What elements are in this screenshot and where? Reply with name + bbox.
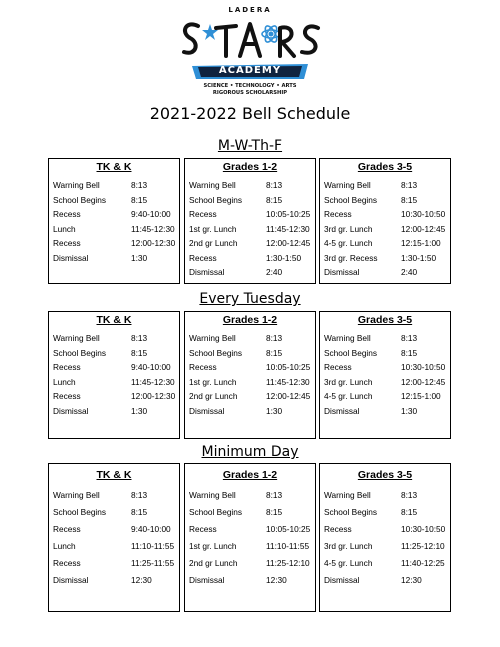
row-time: 2:40 [266,267,283,277]
row-time: 8:15 [131,507,148,517]
stars-wordmark-icon [176,12,324,68]
schedule-row [320,391,450,405]
schedule-row [185,558,315,572]
schedule-row [320,267,450,281]
schedule-row [49,333,179,347]
row-label: 1st gr. Lunch [189,541,237,551]
section-title-minimum-day: Minimum Day [201,444,299,460]
row-time: 1:30-1:50 [266,253,302,263]
row-time: 8:15 [131,195,148,205]
schedule-row [320,180,450,194]
schedule-row [320,362,450,376]
row-time: 11:25-12:10 [266,558,310,568]
schedule-row [320,507,450,521]
schedule-row [49,558,179,572]
row-time: 10:30-10:50 [401,362,446,372]
row-label: School Begins [324,507,378,517]
row-time: 8:13 [131,180,148,190]
row-label: Warning Bell [53,180,100,190]
row-label: Dismissal [324,575,360,585]
row-time: 12:00-12:30 [131,391,176,401]
row-time: 8:15 [401,348,418,358]
row-label: Lunch [53,224,76,234]
row-time: 8:15 [401,507,418,517]
schedule-row [49,238,179,252]
row-label: Dismissal [324,406,360,416]
row-time: 9:40-10:00 [131,362,171,372]
row-time: 12:30 [131,575,152,585]
schedule-row [320,490,450,504]
row-label: Recess [53,362,81,372]
row-time: 8:13 [266,333,283,343]
row-label: 3rd gr. Lunch [324,541,373,551]
row-label: Recess [53,558,81,568]
schedule-row [185,195,315,209]
row-label: School Begins [324,348,378,358]
schedule-box-tkk-tuesday [48,311,180,439]
row-time: 10:05-10:25 [266,362,311,372]
schedule-box-grades35-tuesday [319,311,451,439]
schedule-row [49,391,179,405]
row-label: 4-5 gr. Lunch [324,238,373,248]
row-time: 12:00-12:30 [131,238,176,248]
schedule-row [185,333,315,347]
row-label: Dismissal [189,267,225,277]
logo-top-text: LADERA [228,6,272,14]
row-time: 1:30 [401,406,418,416]
row-time: 8:13 [131,490,148,500]
page-title: 2021-2022 Bell Schedule [149,104,351,123]
row-label: 2nd gr Lunch [189,391,238,401]
row-time: 8:13 [401,490,418,500]
logo-tagline-2: RIGOROUS SCHOLARSHIP [212,90,288,96]
row-time: 1:30 [131,253,148,263]
schedule-row [320,333,450,347]
row-label: Dismissal [324,267,360,277]
schedule-row [320,575,450,589]
row-time: 9:40-10:00 [131,524,171,534]
schedule-row [185,348,315,362]
row-label: Recess [53,209,81,219]
schedule-row [185,377,315,391]
box-heading: TK & K [96,161,132,173]
schedule-row [185,406,315,420]
row-label: Lunch [53,377,76,387]
schedule-row [185,524,315,538]
row-time: 8:13 [401,180,418,190]
row-label: Dismissal [189,575,225,585]
schedule-row [49,224,179,238]
schedule-row [185,575,315,589]
row-label: Recess [53,524,81,534]
row-label: 1st gr. Lunch [189,224,237,234]
schedule-row [49,575,179,589]
schedule-row [320,224,450,238]
schedule-row [320,195,450,209]
row-label: 3rd gr. Lunch [324,377,373,387]
row-time: 1:30 [131,406,148,416]
row-time: 8:13 [401,333,418,343]
row-label: 3rd gr. Recess [324,253,378,263]
row-time: 12:00-12:45 [401,224,446,234]
schedule-row [320,406,450,420]
schedule-row [320,209,450,223]
schedule-row [185,238,315,252]
row-label: Recess [189,253,217,263]
row-label: School Begins [189,348,243,358]
row-time: 11:10-11:55 [131,541,175,551]
row-label: Lunch [53,541,76,551]
row-time: 8:13 [131,333,148,343]
row-label: Dismissal [53,406,89,416]
row-label: 4-5 gr. Lunch [324,391,373,401]
row-time: 11:25-11:55 [131,558,175,568]
row-label: Warning Bell [189,180,236,190]
row-label: School Begins [324,195,378,205]
row-label: Recess [53,391,81,401]
schedule-row [320,558,450,572]
schedule-box-tkk-minimum [48,463,180,612]
box-heading: Grades 1-2 [222,314,278,326]
box-heading: TK & K [96,469,132,481]
row-label: 3rd gr. Lunch [324,224,373,234]
row-time: 11:45-12:30 [266,224,310,234]
schedule-row [320,524,450,538]
schedule-row [49,524,179,538]
row-label: Warning Bell [324,333,371,343]
schedule-row [185,267,315,281]
row-label: Recess [324,524,352,534]
row-label: Recess [189,524,217,534]
row-label: Warning Bell [53,490,100,500]
row-time: 11:45-12:30 [266,377,310,387]
logo-tagline-1: SCIENCE • TECHNOLOGY • ARTS [203,83,297,89]
schedule-row [49,195,179,209]
row-label: School Begins [189,507,243,517]
box-heading: Grades 3-5 [357,161,413,173]
schedule-row [185,490,315,504]
box-heading: Grades 1-2 [222,161,278,173]
row-time: 12:15-1:00 [401,238,441,248]
row-time: 12:00-12:45 [401,377,446,387]
row-time: 10:05-10:25 [266,209,311,219]
row-label: 2nd gr Lunch [189,558,238,568]
row-label: Recess [324,209,352,219]
row-label: School Begins [53,507,107,517]
schedule-row [185,507,315,521]
box-heading: Grades 3-5 [357,469,413,481]
schedule-row [49,362,179,376]
row-time: 8:13 [266,180,283,190]
schedule-box-grades12-minimum [184,463,316,612]
row-time: 11:45-12:30 [131,224,175,234]
row-label: Recess [189,209,217,219]
schedule-row [185,362,315,376]
row-label: 1st gr. Lunch [189,377,237,387]
schedule-row [185,180,315,194]
row-time: 8:15 [401,195,418,205]
row-label: 4-5 gr. Lunch [324,558,373,568]
section-title-mwthf: M-W-Th-F [217,138,283,154]
row-label: Warning Bell [324,490,371,500]
schedule-row [185,224,315,238]
row-time: 8:15 [266,348,283,358]
schedule-row [49,377,179,391]
row-time: 11:40-12:25 [401,558,445,568]
schedule-box-grades35-minimum [319,463,451,612]
box-heading: Grades 3-5 [357,314,413,326]
row-label: 2nd gr Lunch [189,238,238,248]
row-time: 10:30-10:50 [401,524,446,534]
schedule-row [185,541,315,555]
row-label: Dismissal [189,406,225,416]
row-time: 11:10-11:55 [266,541,310,551]
schedule-row [49,348,179,362]
schedule-row [49,507,179,521]
row-label: Dismissal [53,575,89,585]
row-time: 9:40-10:00 [131,209,171,219]
row-label: School Begins [53,195,107,205]
schedule-box-grades12-regular [184,158,316,284]
row-time: 12:00-12:45 [266,238,311,248]
school-logo [176,6,324,100]
schedule-box-grades35-regular [319,158,451,284]
row-time: 12:00-12:45 [266,391,311,401]
schedule-box-tkk-regular [48,158,180,284]
row-time: 11:45-12:30 [131,377,175,387]
row-label: Dismissal [53,253,89,263]
schedule-row [49,541,179,555]
row-time: 12:30 [266,575,287,585]
row-time: 8:15 [266,195,283,205]
box-heading: TK & K [96,314,132,326]
row-label: Recess [189,362,217,372]
row-time: 11:25-12:10 [401,541,445,551]
row-time: 8:13 [266,490,283,500]
row-time: 2:40 [401,267,418,277]
schedule-row [320,348,450,362]
schedule-row [185,253,315,267]
schedule-row [320,541,450,555]
row-label: School Begins [189,195,243,205]
schedule-row [320,238,450,252]
box-heading: Grades 1-2 [222,469,278,481]
schedule-row [49,406,179,420]
row-label: Warning Bell [53,333,100,343]
row-label: Warning Bell [189,490,236,500]
schedule-row [185,209,315,223]
schedule-row [49,253,179,267]
schedule-row [49,209,179,223]
schedule-row [185,391,315,405]
row-time: 10:05-10:25 [266,524,311,534]
row-time: 8:15 [131,348,148,358]
row-time: 1:30-1:50 [401,253,437,263]
schedule-row [320,377,450,391]
section-title-every-tuesday: Every Tuesday [199,291,301,307]
schedule-row [49,490,179,504]
row-label: Recess [53,238,81,248]
row-time: 8:15 [266,507,283,517]
schedule-box-grades12-tuesday [184,311,316,439]
row-time: 10:30-10:50 [401,209,446,219]
row-time: 1:30 [266,406,283,416]
row-label: Recess [324,362,352,372]
schedule-row [320,253,450,267]
row-label: Warning Bell [324,180,371,190]
row-time: 12:15-1:00 [401,391,441,401]
row-time: 12:30 [401,575,422,585]
row-label: Warning Bell [189,333,236,343]
schedule-row [49,180,179,194]
logo-banner-text: ACADEMY [218,65,282,76]
row-label: School Begins [53,348,107,358]
